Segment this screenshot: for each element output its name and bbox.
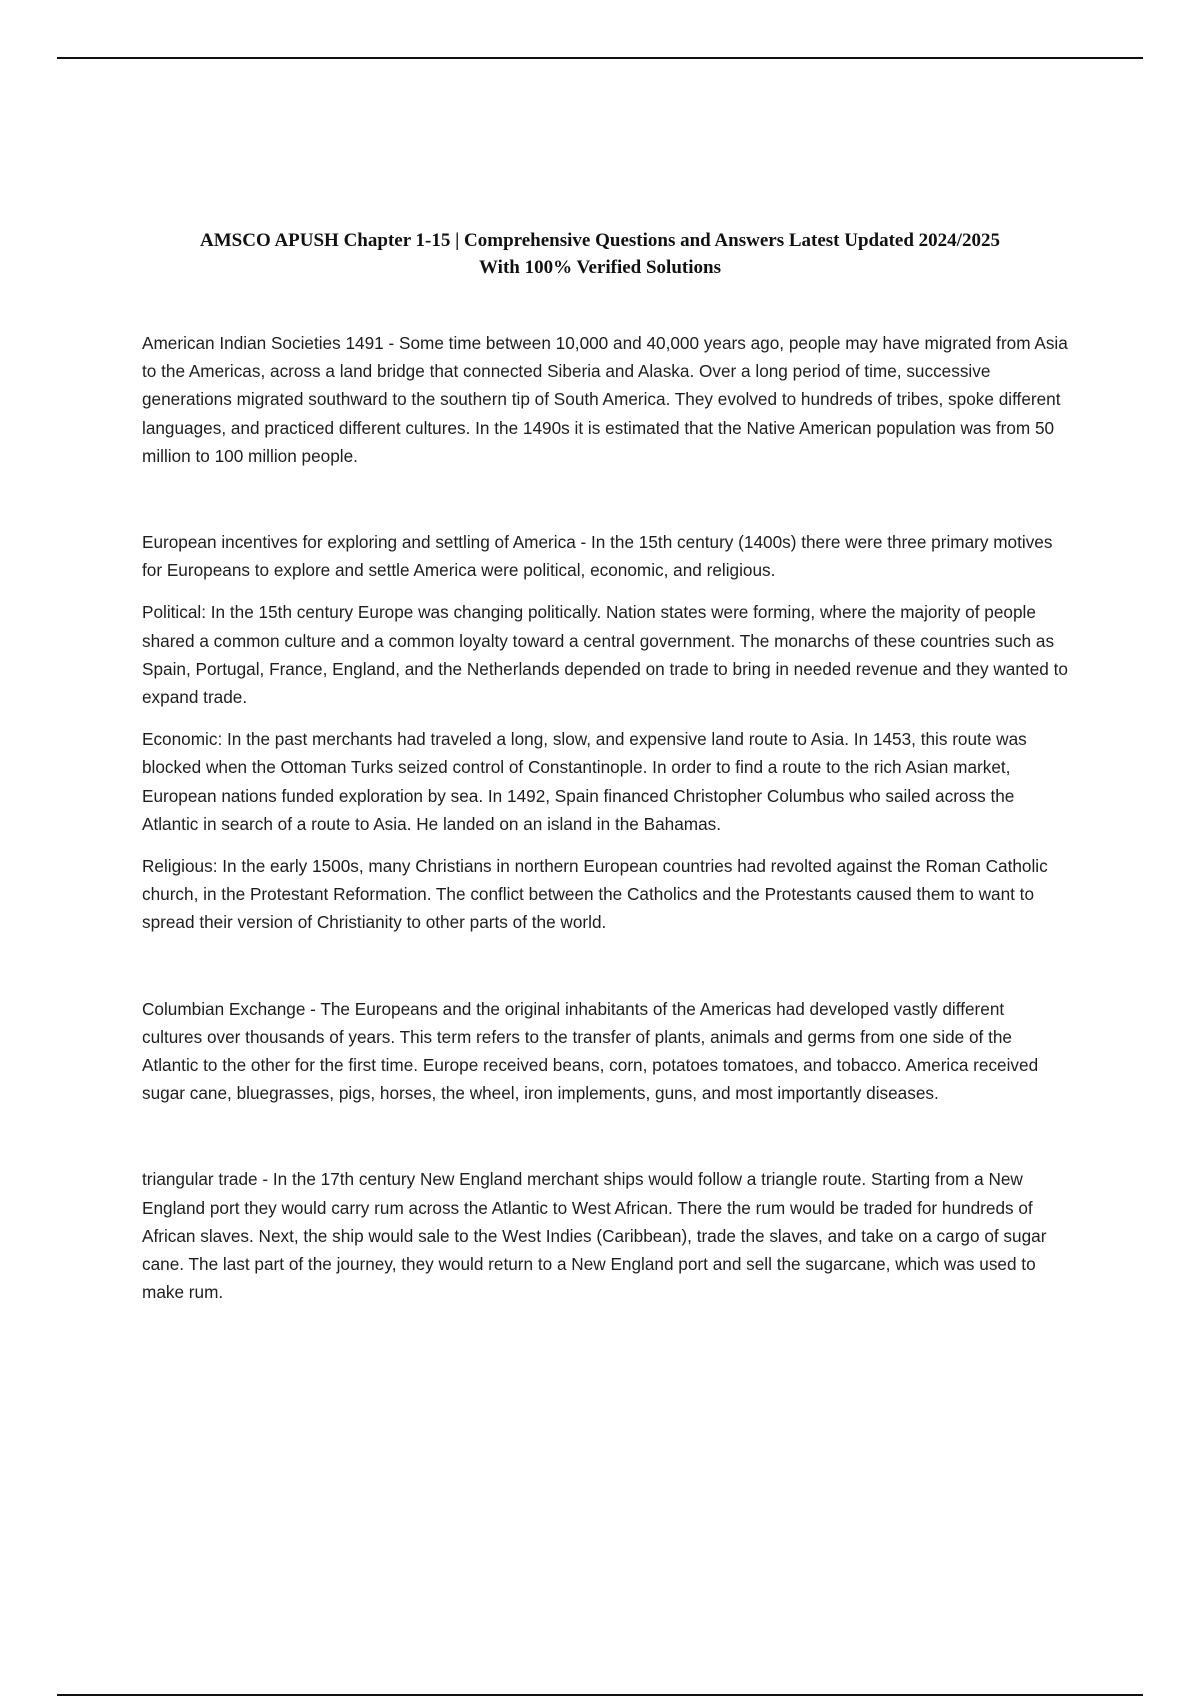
document-body	[142, 329, 1068, 1306]
bottom-divider	[57, 1694, 1143, 1696]
paragraph-political: Political: In the 15th century Europe was changing politically. Nation states were forming, where the majority of people shared a common culture and a common loyalty toward a central government. The monarchs of these countries such as Spain, Portugal, France, England, and the Netherlands depended on trade to bring in needed revenue and they wanted to expand trade.	[142, 602, 1068, 708]
top-divider	[57, 57, 1143, 59]
paragraph-european-incentives: European incentives for exploring and settling of America - In the 15th century (1400s) there were three primary motives for Europeans to explore and settle America were political, economic, and religious.	[142, 532, 1053, 581]
paragraph-columbian-exchange: Columbian Exchange - The Europeans and the original inhabitants of the Americas had developed vastly different cultures over thousands of years. This term refers to the transfer of plants, animals and germs from one side of the Atlantic to the other for the first time. Europe received beans, corn, potatoes tomatoes, and tobacco. America received sugar cane, bluegrasses, pigs, horses, the wheel, iron implements, guns, and most importantly diseases.	[142, 998, 1039, 1104]
paragraph-american-indian-societies: American Indian Societies 1491 - Some time between 10,000 and 40,000 years ago, people may have migrated from Asia to the Americas, across a land bridge that connected Siberia and Alaska. Over a long period of time, successive generations migrated southward to the southern tip of South America. They evolved to hundreds of tribes, spoke different languages, and practiced different cultures. In the 1490s it is estimated that the Native American population was from 50 million to 100 million people.	[142, 333, 1068, 466]
title-line-2: With 100% Verified Solutions	[479, 256, 721, 278]
paragraph-economic: Economic: In the past merchants had traveled a long, slow, and expensive land route to Asia. In 1453, this route was blocked when the Ottoman Turks seized control of Constantinople. In order to find a route to the rich Asian market, European nations funded exploration by sea. In 1492, Spain financed Christopher Columbus who sailed across the Atlantic in search of a route to Asia. He landed on an island in the Bahamas.	[142, 729, 1027, 834]
title-line-1: AMSCO APUSH Chapter 1-15 | Comprehensive Questions and Answers Latest Updated 2024/2025	[200, 229, 1000, 251]
document-title	[120, 227, 1080, 281]
paragraph-religious: Religious: In the early 1500s, many Christians in northern European countries had revolted against the Roman Catholic church, in the Protestant Reformation. The conflict between the Catholics and the Protestants caused them to want to spread their version of Christianity to other parts of the world.	[142, 856, 1048, 933]
paragraph-triangular-trade: triangular trade - In the 17th century New England merchant ships would follow a triangle route. Starting from a New England port they would carry rum across the Atlantic to West African. There the rum would be traded for hundreds of African slaves. Next, the ship would sale to the West Indies (Caribbean), trade the slaves, and take on a cargo of sugar cane. The last part of the journey, they would return to a New England port and sell the sugarcane, which was used to make rum.	[142, 1169, 1047, 1303]
